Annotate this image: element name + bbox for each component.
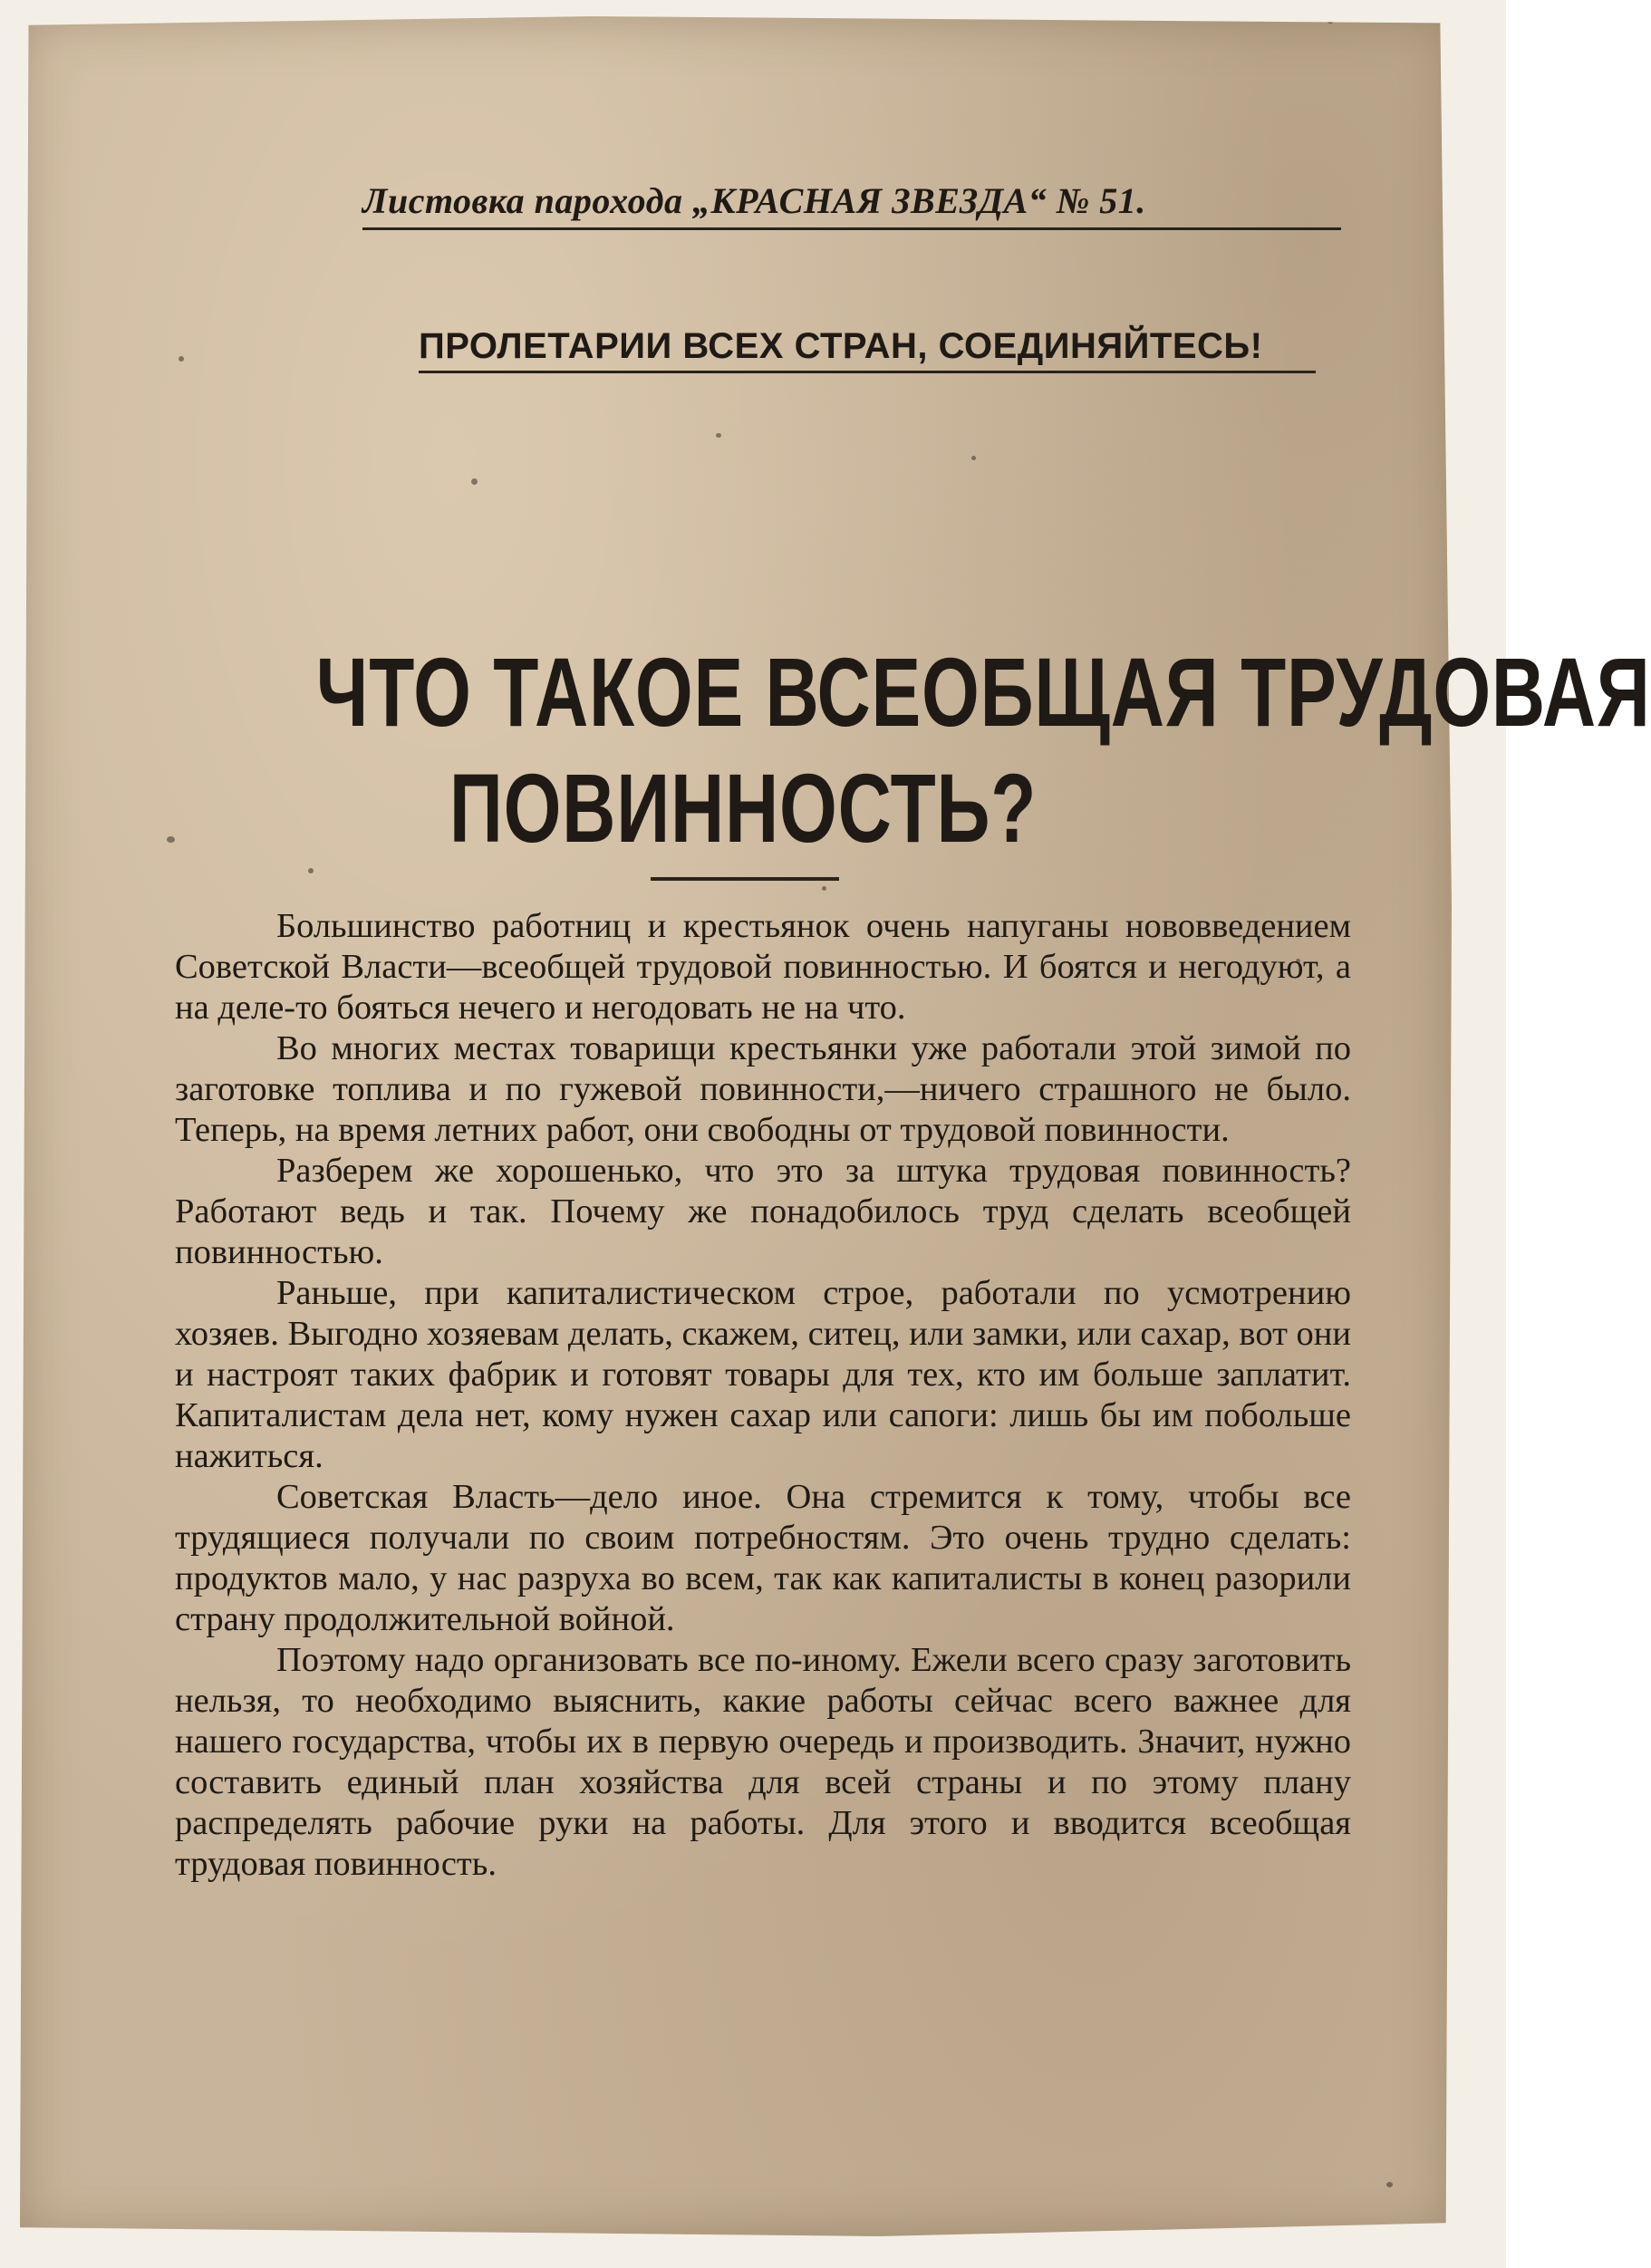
leaflet-header: Листовка парохода „КРАСНАЯ ЗВЕЗДА“ № 51. [362,179,1341,230]
paragraph: Поэтому надо организовать все по-иному. Ежели всего сразу заготовить нельзя, то необходимо выяснить, какие работы сейчас всего важнее для нашего государства, чтобы их в первую очередь и производить. Значит, нужно составить единый план хозяйства для всей страны и по этому плану распределять рабочие руки на работы. Для этого и вводится всеобщая трудовая повинность. [175,1641,1351,1883]
paper-speck [971,456,976,460]
paragraph: Раньше, при капиталистическом строе, работали по усмотрению хозяев. Выгодно хозяевам делать, скажем, ситец, или замки, или сахар, вот они и настроят таких фабрик и готовят товары для тех, кто им больше заплатит. Капиталистам дела нет, кому нужен сахар или сапоги: лишь бы им побольше нажиться. [175,1274,1351,1475]
paper-speck [179,356,184,362]
paper-speck [716,433,721,438]
paper-speck [308,868,314,873]
paper-speck [1386,2182,1393,2187]
title-divider [651,877,839,881]
paper-speck [1327,16,1334,24]
paragraph: Во многих местах товарищи крестьянки уже работали этой зимой по заготовке топлива и по гужевой повинности,—ничего страшного не было. Теперь, на время летних работ, они свободны от трудовой повинности. [175,1029,1351,1149]
paper-speck [822,886,826,891]
body-text [175,906,1351,1885]
paragraph: Советская Власть—дело иное. Она стремится к тому, чтобы все трудящиеся получали по своим потребностям. Это очень трудно сделать: продуктов мало, у нас разруха во всем, так как капиталисты в конец разорили страну продолжительной войной. [175,1478,1351,1638]
slogan: ПРОЛЕТАРИИ ВСЕХ СТРАН, СОЕДИНЯЙТЕСЬ! [419,326,1316,373]
paper-speck [167,836,175,843]
paragraph: Разберем же хорошенько, что это за штука трудовая повинность? Работают ведь и так. Почему же понадобилось труд сделать всеобщей повинностью. [175,1152,1351,1271]
title-line-1: ЧТО ТАКОЕ ВСЕОБЩАЯ ТРУДОВАЯ [315,637,1651,747]
title-line-2: ПОВИННОСТЬ? [449,753,1038,863]
paragraph: Большинство работниц и крестьянок очень напуганы нововведением Советской Власти—всеобщей трудовой повинностью. И боятся и негодуют, а на деле-то бояться нечего и негодовать не на что. [175,907,1351,1027]
paper-speck [471,478,478,485]
document-title [315,634,1651,866]
